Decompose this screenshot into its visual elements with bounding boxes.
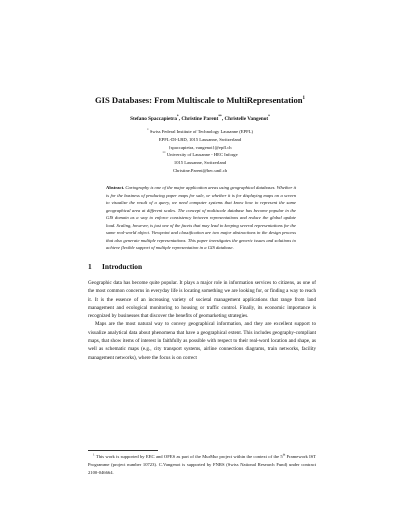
footnote-text: This work is supported by EEC and OFES as part of the MurMur project within the context of the 5 <box>94 454 283 459</box>
affiliation-email: {spaccapietra, vangenot}@epfl.ch <box>168 144 232 150</box>
abstract-label: Abstract. <box>106 185 125 190</box>
affiliation-mark: ** <box>162 150 166 155</box>
footnote-superscript: th <box>282 452 286 457</box>
affiliation-mark: * <box>146 127 149 132</box>
affiliation-line: EPFL-DI-LBD, 1015 Lausanne, Switzerland <box>158 136 242 142</box>
section-heading <box>88 262 318 272</box>
paper-title <box>0 95 400 106</box>
body-paragraph: Geographic data has become quite popular. It plays a major role in information services to citizens, as one of the most common concerns in everyday life is locating something we are looking for, or finding a way to reach it. It is the essence of an increasing variety of societal management applications that range from land management and ecological monitoring to housing or traffic control. Finally, its economic importance is recognized by businesses that discover the benefits of geomarketing strategies. <box>88 280 316 320</box>
abstract-text: Cartography is one of the major application areas using geographical databases. Whether it is for the business of producing paper maps for sale, or whether it is for displaying maps on a screen to visualize the result of a query, we need computer systems that know how to represent the same geographical area at different scales. The concept of multiscale database has become popular in the GIS domain as a way to enforce consistency between representations and reduce the global update load. Scaling, however, is just one of the facets that may lead to keeping several representations for the same real-world object. Viewpoint and classification are two major abstractions in the design process that also generate multiple representations. This paper investigates the generic issues and solutions to achieve flexible support of multiple representation in a GIS database. <box>106 185 296 250</box>
affiliation-line: 1015 Lausanne, Switzerland <box>173 160 227 166</box>
author-name: Christine Parent <box>181 116 219 122</box>
paper-title-text: GIS Databases: From Multiscale to MultiRepresentation <box>94 95 303 105</box>
body-paragraph: Maps are the most natural way to convey geographical information, and they are excellent support to visualize analytical data about phenomena that have a geographical extent. This includes geography-compliant maps, that show items of interest in faithfully as possible with respect to their real-word location and shape, as well as schematic maps (e.g., city transport systems, airline connections diagrams, train networks, facility management networks), where the focus is on correct <box>88 321 316 361</box>
affiliations <box>0 128 400 175</box>
title-footnote-mark: 1 <box>302 96 306 102</box>
affiliation-text: University of Lausanne - HEC Inforge <box>165 152 238 158</box>
author-separator: , <box>221 116 225 122</box>
author-list <box>0 116 400 123</box>
footnote-rule <box>88 450 158 451</box>
section-title: Introduction <box>102 262 143 271</box>
footnote-mark: 1 <box>93 452 95 457</box>
section-number: 1 <box>88 262 92 271</box>
author-mark: * <box>268 114 270 119</box>
affiliation-text: Swiss Federal Institute of Technology Lausanne (EPFL) <box>148 129 254 134</box>
author-mark: * <box>176 114 179 119</box>
body-text <box>88 279 316 362</box>
author-mark: ** <box>218 114 222 119</box>
affiliation-line <box>0 151 400 159</box>
author-name: Christelle Vangenot <box>224 116 269 122</box>
footnote-text: Framework IST Programme (project number 10723). C.Vangenot is supported by FNRS (Swiss National Research Fund) under contract 2100-046664. <box>88 454 316 475</box>
affiliation-line <box>0 128 400 136</box>
affiliation-email: Christine.Parent@hec.unil.ch <box>172 167 228 173</box>
footnote <box>88 453 316 476</box>
abstract <box>106 184 296 252</box>
author-name: Stefano Spaccapietra <box>130 116 177 122</box>
author-separator: , <box>178 116 182 122</box>
